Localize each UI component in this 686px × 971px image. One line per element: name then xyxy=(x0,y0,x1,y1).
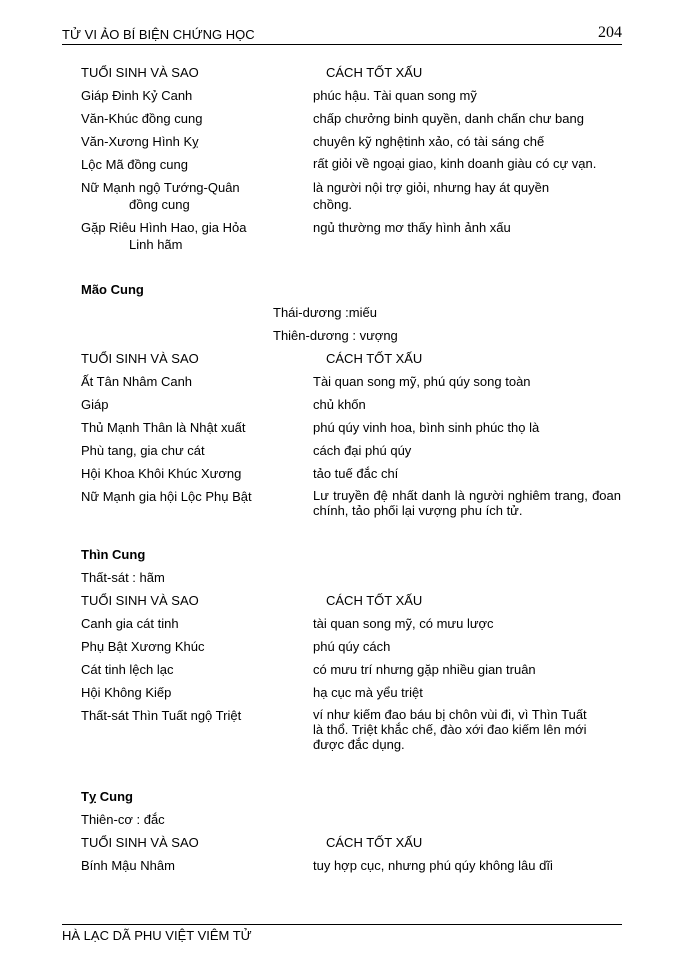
row-outcome: chủ khốn xyxy=(313,397,366,412)
row-outcome: tài quan song mỹ, có mưu lược xyxy=(313,616,494,631)
table-row xyxy=(81,442,621,465)
table-row xyxy=(81,684,621,707)
page-footer xyxy=(62,924,622,943)
table-row xyxy=(81,373,621,396)
table-row xyxy=(81,419,621,442)
row-condition: Nữ Mạnh gia hội Lộc Phụ Bật xyxy=(81,489,252,504)
row-condition: Văn-Xương Hình Kỵ xyxy=(81,134,199,149)
row-condition: Hội Không Kiếp xyxy=(81,685,172,700)
row-outcome: phú qúy cách xyxy=(313,639,391,654)
table-row xyxy=(81,396,621,419)
column-header-left: TUỔI SINH VÀ SAO xyxy=(81,351,199,366)
section-title-mao: Mão Cung xyxy=(81,282,144,297)
row-condition: Giáp Đinh Kỷ Canh xyxy=(81,88,193,103)
row-condition: Thất-sát Thìn Tuất ngộ Triệt xyxy=(81,708,242,723)
row-condition: Giáp xyxy=(81,397,109,412)
column-header-left: TUỔI SINH VÀ SAO xyxy=(81,65,199,80)
row-outcome: chấp chưởng binh quyền, danh chấn chư bang xyxy=(313,111,584,126)
row-condition: Cát tinh lệch lạc xyxy=(81,662,174,677)
column-header-right: CÁCH TỐT XẤU xyxy=(326,65,423,80)
table-row xyxy=(81,615,621,638)
column-header-right: CÁCH TỐT XẤU xyxy=(326,593,423,608)
row-condition xyxy=(81,219,313,253)
table-row xyxy=(81,638,621,661)
row-outcome: Tài quan song mỹ, phú qúy song toàn xyxy=(313,374,531,389)
column-header-right: CÁCH TỐT XẤU xyxy=(326,351,423,366)
table-row xyxy=(81,87,621,110)
section-title-thin: Thìn Cung xyxy=(81,547,146,562)
table-row xyxy=(81,661,621,684)
column-header-row xyxy=(81,64,621,87)
row-condition: Thủ Mạnh Thân là Nhật xuất xyxy=(81,420,246,435)
row-outcome: hạ cục mà yểu triệt xyxy=(313,685,423,700)
page-content xyxy=(81,64,621,880)
column-header-row xyxy=(81,834,621,857)
row-outcome: tuy hợp cục, nhưng phú qúy không lâu dĩi xyxy=(313,858,553,873)
row-condition xyxy=(81,179,313,213)
row-condition: Canh gia cát tinh xyxy=(81,616,179,631)
page-number: 204 xyxy=(598,24,622,41)
row-outcome: cách đại phú qúy xyxy=(313,443,412,458)
star-status: Thiên-dương : vượng xyxy=(273,328,398,343)
column-header-left: TUỔI SINH VÀ SAO xyxy=(81,593,199,608)
page-header xyxy=(62,24,622,45)
row-condition: Phù tang, gia chư cát xyxy=(81,443,205,458)
table-row xyxy=(81,219,621,259)
row-condition: Phụ Bật Xương Khúc xyxy=(81,639,205,654)
row-outcome-line: là người nội trợ giỏi, nhưng hay át quyền xyxy=(313,180,550,195)
table-row xyxy=(81,156,621,179)
row-condition: Lộc Mã đồng cung xyxy=(81,157,188,172)
row-outcome: phúc hậu. Tài quan song mỹ xyxy=(313,88,477,103)
table-row xyxy=(81,707,621,758)
row-condition-line: Nữ Mạnh ngộ Tướng-Quân xyxy=(81,180,240,195)
table-row xyxy=(81,465,621,488)
header-title: TỬ VI ẢO BÍ BIỆN CHỨNG HỌC xyxy=(62,27,255,42)
star-status: Thái-dương :miếu xyxy=(273,305,377,320)
footer-text: HÀ LẠC DÃ PHU VIỆT VIÊM TỬ xyxy=(62,928,252,943)
row-condition-line: Gặp Riêu Hình Hao, gia Hỏa xyxy=(81,220,247,235)
row-outcome: có mưu trí nhưng gặp nhiều gian truân xyxy=(313,662,536,677)
row-outcome: tảo tuế đắc chí xyxy=(313,466,399,481)
column-header-row xyxy=(81,592,621,615)
star-status: Thất-sát : hãm xyxy=(81,570,165,585)
row-condition: Bính Mậu Nhâm xyxy=(81,858,175,873)
row-condition: Văn-Khúc đồng cung xyxy=(81,111,203,126)
row-condition: Ất Tân Nhâm Canh xyxy=(81,374,193,389)
row-outcome: rất giỏi về ngoại giao, kinh doanh giàu có cự vạn. xyxy=(313,156,597,171)
row-outcome xyxy=(313,179,621,213)
column-header-right: CÁCH TỐT XẤU xyxy=(326,835,423,850)
row-outcome: phú qúy vinh hoa, bình sinh phúc thọ là xyxy=(313,420,540,435)
table-row xyxy=(81,179,621,219)
table-row xyxy=(81,857,621,880)
row-outcome: chuyên kỹ nghệtinh xảo, có tài sáng chế xyxy=(313,134,545,149)
row-outcome: Lư truyền đệ nhất danh là người nghiêm trang, đoan chính, tảo phối lại vượng phu ích tử. xyxy=(313,488,621,518)
row-condition-line: Linh hãm xyxy=(129,237,183,252)
table-row xyxy=(81,488,621,524)
star-status: Thiên-cơ : đắc xyxy=(81,812,165,827)
column-header-left: TUỔI SINH VÀ SAO xyxy=(81,835,199,850)
table-row xyxy=(81,133,621,156)
column-header-row xyxy=(81,350,621,373)
row-outcome: ví như kiếm đao báu bị chôn vùi đi, vì Thìn Tuất là thổ. Triệt khắc chế, đào xới đao kiếm lên mới được đắc dụng. xyxy=(313,707,587,752)
section-title-ty: Tỵ Cung xyxy=(81,789,133,804)
row-condition: Hội Khoa Khôi Khúc Xương xyxy=(81,466,242,481)
table-row xyxy=(81,110,621,133)
row-condition-line: đồng cung xyxy=(129,197,190,212)
row-outcome: ngủ thường mơ thấy hình ảnh xấu xyxy=(313,220,511,235)
row-outcome-line: chồng. xyxy=(313,197,353,212)
